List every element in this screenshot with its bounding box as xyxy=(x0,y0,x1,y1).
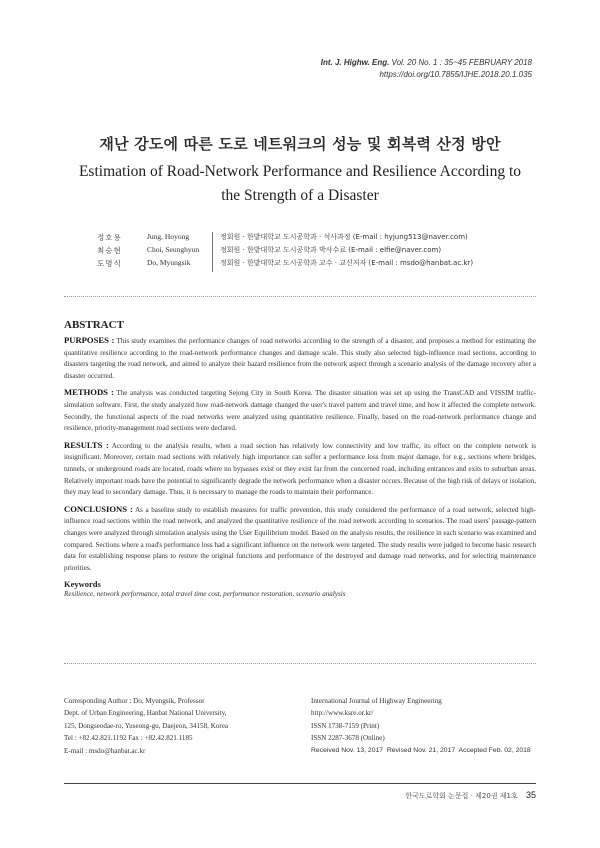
author-name-korean: 도명식 xyxy=(97,259,122,268)
author-divider xyxy=(212,232,213,272)
revised-label: Revised xyxy=(386,746,412,754)
received-label: Received xyxy=(311,746,340,754)
abstract-section xyxy=(64,319,536,600)
accepted-label: Accepted xyxy=(458,746,487,754)
results-label: RESULTS : xyxy=(64,439,109,450)
journal-citation: Vol. 20 No. 1 : 35~45 FEBRUARY 2018 xyxy=(391,58,532,67)
conclusions-text: As a baseline study to establish measures for traffic prevention, this study considered the performance of a road network, selected high-influence road sections within the road network, and analyzed the quantitative resilience of the road network according to scenarios. The road users' passage-pattern changes were analyzed through simulation analysis using the User Equilibrium model. Based on the analysis results, the resilience in each scenario was examined and compared. Sections where a road's performance loss had a significant influence on the network were targeted. The study results were judged to become basic research data for establishing response plans to restore the original functions and performance of the destroyed and damage road networks, and for selecting maintenance priorities. xyxy=(64,505,537,572)
corresponding-author-info xyxy=(64,695,228,757)
author-affiliation: 정회원 · 한밭대학교 도시공학과 박사수료 (E-mail : elfie@naver.com) xyxy=(220,246,442,254)
author-row xyxy=(0,232,600,245)
revised-date: Nov. 21, 2017 xyxy=(413,746,456,754)
author-affiliation: 정회원 · 한밭대학교 도시공학과 교수 · 교신저자 (E-mail : msdo@hanbat.ac.kr) xyxy=(220,259,474,267)
english-title-line-1: Estimation of Road-Network Performance and Resilience According to xyxy=(78,163,522,180)
purposes-paragraph xyxy=(64,335,536,382)
methods-label: METHODS : xyxy=(64,387,114,398)
results-text: According to the analysis results, when a road section has relatively low connectivity and low traffic, its effect on the complete network is insignificant. Moreover, certain road sections with relatively high importance can suffer a performance loss from major damage, for e.g., sections where bridges, tunnels, or underground roads are located, roads where no bypasses exist or they exist far from the concerned road, including entrances and exits to suburban areas. Relatively important roads have the potential to significantly degrade the network performance when a disaster occurs. Because of the high risk of delays or isolation, they may lead to secondary damage. Thus, it is necessary to manage the roads to maintain their performance. xyxy=(64,441,537,497)
author-row xyxy=(0,245,600,258)
conclusions-paragraph xyxy=(64,504,536,575)
journal-info-line-1: International Journal of Highway Engineering xyxy=(311,697,442,705)
results-paragraph xyxy=(64,440,536,499)
journal-header xyxy=(321,57,532,81)
corresponding-line-3: 125, Dongseodae-ro, Yuseong-gu, Daejeon, 34158, Korea xyxy=(64,721,229,730)
received-date: Nov. 13, 2017 xyxy=(341,746,384,754)
corresponding-line-4: Tel : +82.42.821.1192 Fax : +82.42.821.1185 xyxy=(64,734,193,743)
author-name-english: Do, Myungsik xyxy=(147,258,191,267)
author-name-korean: 정호용 xyxy=(97,233,122,242)
corresponding-line-1: Corresponding Author : Do, Myungsik, Professor xyxy=(64,697,205,705)
methods-paragraph xyxy=(64,387,536,434)
dotted-divider-top xyxy=(64,296,536,297)
footer-journal-korean: 한국도로학회 논문집 · 제20권 제1호 xyxy=(405,792,518,800)
issn-online: ISSN 2287-3678 (Online) xyxy=(311,734,385,743)
keywords-heading: Keywords xyxy=(64,579,101,590)
corresponding-line-2: Dept. of Urban Engineering, Hanbat National University, xyxy=(64,709,227,718)
english-title xyxy=(60,160,540,208)
footer-rule xyxy=(64,783,536,784)
page-number: 35 xyxy=(525,790,536,800)
page-footer xyxy=(405,790,536,801)
submission-dates xyxy=(311,745,531,757)
journal-website-link[interactable]: http://www.ksre.or.kr/ xyxy=(311,709,374,718)
journal-citation-line xyxy=(321,57,532,69)
corresponding-email[interactable]: E-mail : msdo@hanbat.ac.kr xyxy=(64,746,146,755)
purposes-label: PURPOSES : xyxy=(64,335,115,345)
korean-title: 재난 강도에 따른 도로 네트워크의 성능 및 회복력 산정 방안 xyxy=(99,135,501,153)
methods-text: The analysis was conducted targeting Sejong City in South Korea. The disaster situation was set up using the TransCAD and VISSIM traffic-simulation software. First, the study analyzed how road-network damage changed the user's travel pattern and travel time, and how it affected the complete network. Secondly, the functional aspects of the road networks were analyzed using quantitative resilience. Finally, based on the road-network performance change and resilience, priority-management road sections were declared. xyxy=(64,389,536,433)
dotted-divider-bottom xyxy=(64,663,536,664)
journal-info xyxy=(311,695,531,757)
abstract-heading: ABSTRACT xyxy=(64,319,124,331)
author-name-korean: 최승현 xyxy=(97,246,122,255)
issn-print: ISSN 1738-7159 (Print) xyxy=(311,721,380,730)
purposes-text: This study examines the performance changes of road networks according to the strength of a disaster, and proposes a method for estimating the quantitative resilience according to the road-network performance changes and damage scale. This study also selected high-influence road sections, according to disasters targeting the road network, and aimed to analyze their hazard resilience from the network aspect through a scenario analysis of the damage recovery after a disaster occurred. xyxy=(64,337,536,380)
keywords-text: Resilience, network performance, total travel time cost, performance restoration, scenario analysis xyxy=(64,590,346,599)
english-title-line-2: the Strength of a Disaster xyxy=(221,187,379,204)
accepted-date: Feb. 02, 2018 xyxy=(488,746,531,754)
conclusions-label: CONCLUSIONS : xyxy=(64,503,133,514)
author-name-english: Choi, Seunghyun xyxy=(147,245,200,254)
author-affiliation: 정회원 · 한밭대학교 도시공학과 · 석사과정 (E-mail : hyjung513@naver.com) xyxy=(220,233,468,241)
doi-link[interactable]: https://doi.org/10.7855/IJHE.2018.20.1.035 xyxy=(379,70,532,79)
journal-name: Int. J. Highw. Eng. xyxy=(320,58,390,67)
author-row xyxy=(0,258,600,271)
author-name-english: Jung, Hoyong xyxy=(147,232,190,241)
